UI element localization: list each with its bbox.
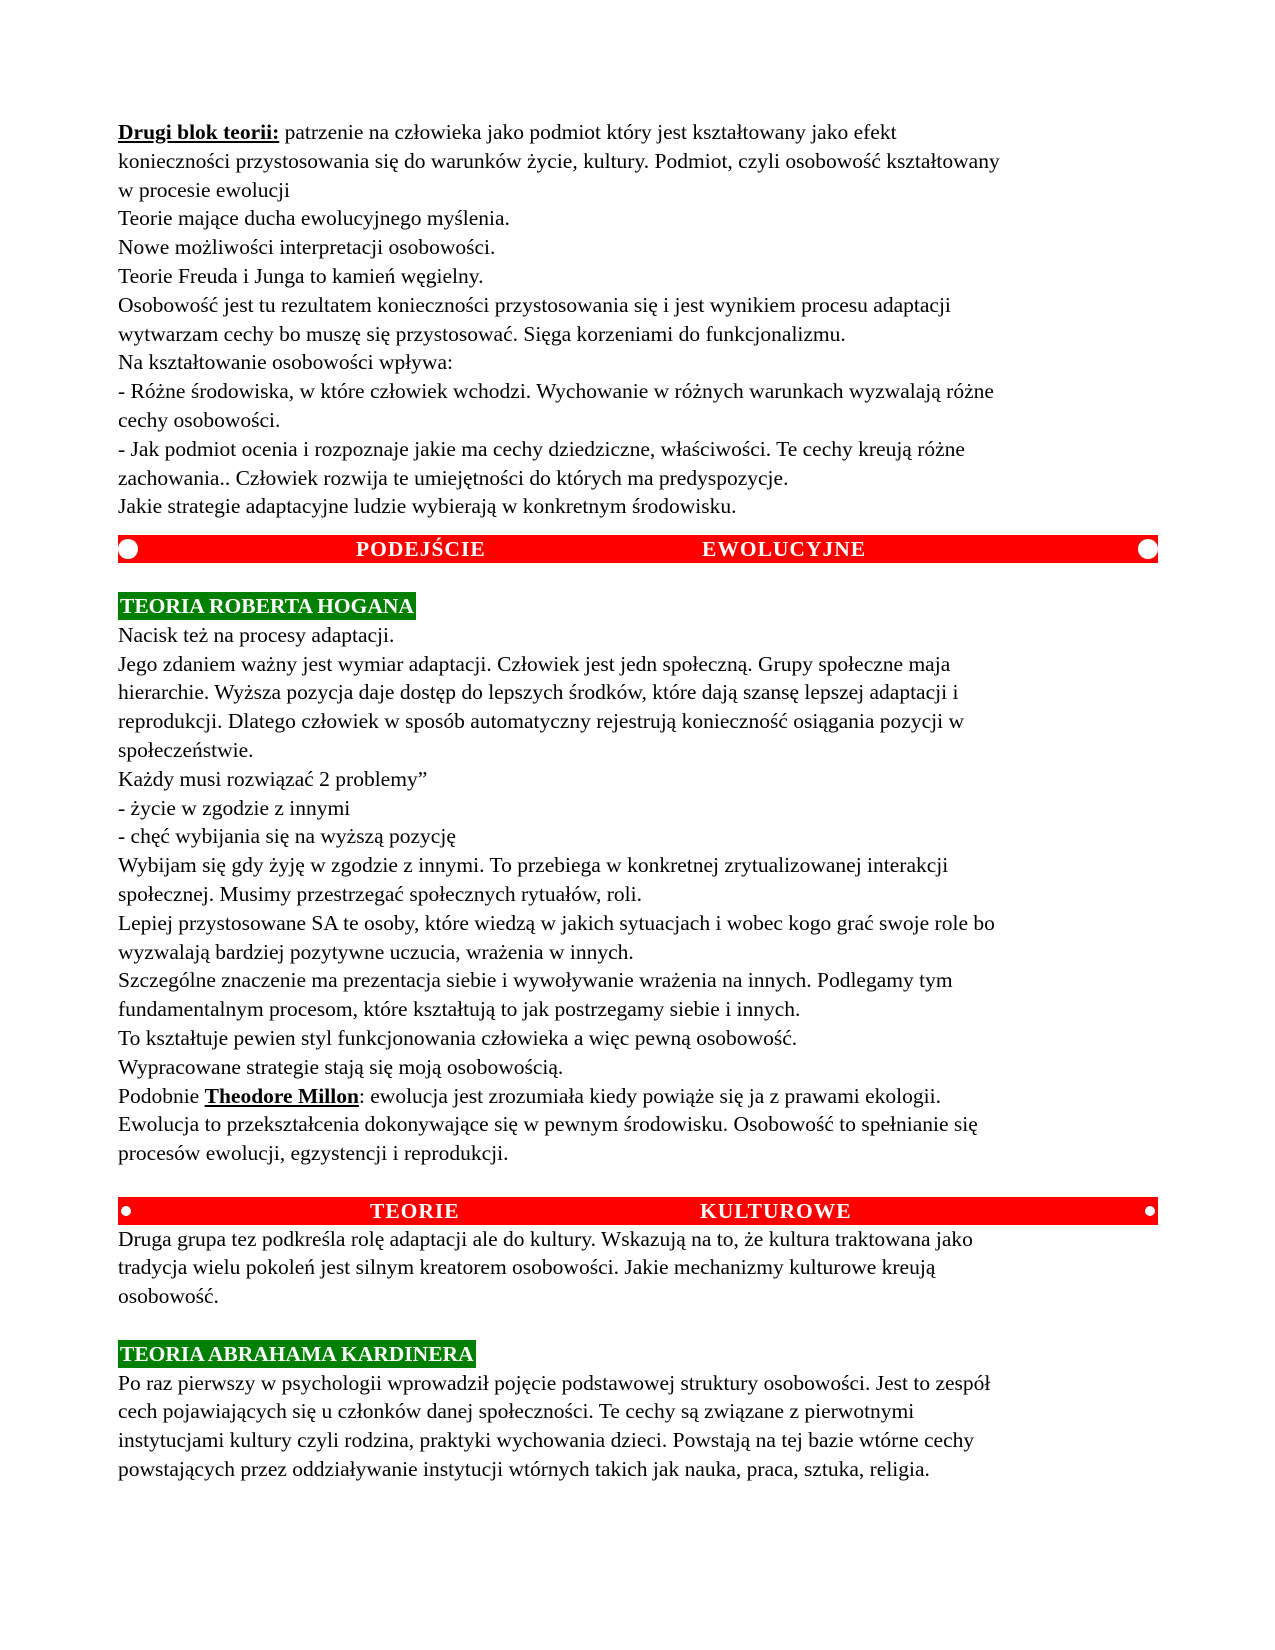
paragraph-line: powstających przez oddziaływanie instytucji wtórnych takich jak nauka, praca, sztuka, religia. [118,1457,930,1482]
banner-word: PODEJŚCIE [356,537,486,562]
paragraph-line: - życie w zgodzie z innymi [118,795,351,820]
paragraph-line: tradycja wielu pokoleń jest silnym kreatorem osobowości. Jakie mechanizmy kulturowe kreują [118,1255,936,1280]
paragraph-line: społecznej. Musimy przestrzegać społecznych rytuałów, roli. [118,881,642,906]
banner-word: TEORIE [370,1198,460,1223]
paragraph-line: Wybijam się gdy żyję w zgodzie z innymi. To przebiega w konkretnej zrytualizowanej interakcji [118,853,949,878]
bullet-dot-icon [121,1206,131,1216]
section-banner-ewolucyjne [118,535,1158,563]
bullet-dot-icon [1145,1206,1155,1216]
paragraph-text: patrzenie na człowieka jako podmiot który jest kształtowany jako efekt [279,120,897,144]
paragraph-text: Podobnie [118,1083,205,1108]
paragraph-line: - chęć wybijania się na wyższą pozycję [118,824,456,849]
paragraph-line: Osobowość jest tu rezultatem konieczności przystosowania się i jest wynikiem procesu adaptacji [118,292,951,317]
paragraph-line: Druga grupa tez podkreśla rolę adaptacji ale do kultury. Wskazują na to, że kultura traktowana jako [118,1226,973,1251]
paragraph-text: : ewolucja jest zrozumiała kiedy powiąże się ja z prawami ekologii. [358,1083,941,1108]
paragraph-line: hierarchie. Wyższa pozycja daje dostęp do lepszych środków, które dają szansę lepszej adaptacji i [118,680,959,705]
section-heading-kardiner: TEORIA ABRAHAMA KARDINERA [120,1341,474,1366]
paragraph-line: Na kształtowanie osobowości wpływa: [118,350,453,375]
paragraph-line: - Jak podmiot ocenia i rozpoznaje jakie ma cechy dziedziczne, właściwości. Te cechy kreują różne [118,436,965,461]
paragraph-line: społeczeństwie. [118,737,254,762]
paragraph-line: wyzwalają bardziej pozytywne uczucia, wrażenia w innych. [118,939,634,964]
section-heading-hogan: TEORIA ROBERTA HOGANA [120,593,414,618]
paragraph-line: Jakie strategie adaptacyjne ludzie wybierają w konkretnym środowisku. [118,494,737,519]
paragraph-line: konieczności przystosowania się do warunków życie, kultury. Podmiot, czyli osobowość kształtowany [118,148,1000,173]
bullet-dot-icon [118,539,138,559]
drugi-blok-label: Drugi blok teorii: [118,120,280,144]
section-banner-kulturowe [118,1197,1158,1225]
paragraph-line: Lepiej przystosowane SA te osoby, które wiedzą w jakich sytuacjach i wobec kogo grać swoje role bo [118,910,995,935]
banner-word: KULTUROWE [700,1198,852,1223]
paragraph-line: procesów ewolucji, egzystencji i reprodukcji. [118,1141,509,1166]
paragraph-line: cechy osobowości. [118,407,281,432]
millon-name: Theodore Millon [204,1083,359,1108]
paragraph-line: Jego zdaniem ważny jest wymiar adaptacji. Człowiek jest jedn społeczną. Grupy społeczne maja [118,651,951,676]
paragraph-line: Teorie Freuda i Junga to kamień węgielny. [118,263,484,288]
paragraph-line: Wypracowane strategie stają się moją osobowością. [118,1054,564,1079]
paragraph-line: reprodukcji. Dlatego człowiek w sposób automatyczny rejestrują konieczność osiągania pozycji w [118,709,964,734]
paragraph-line: fundamentalnym procesom, które kształtują to jak postrzegamy siebie i innych. [118,997,801,1022]
paragraph-line: Nacisk też na procesy adaptacji. [118,622,395,647]
paragraph-line: osobowość. [118,1284,219,1309]
bullet-dot-icon [1138,539,1158,559]
section-heading-line [118,1340,1158,1369]
paragraph-line: Szczególne znaczenie ma prezentacja siebie i wywoływanie wrażenia na innych. Podlegamy tym [118,968,953,993]
banner-word: EWOLUCYJNE [702,537,867,562]
paragraph-line: w procesie ewolucji [118,177,290,202]
paragraph-line: Nowe możliwości interpretacji osobowości. [118,235,496,260]
paragraph-line: Teorie mające ducha ewolucyjnego myślenia. [118,206,510,231]
paragraph-line: Po raz pierwszy w psychologii wprowadził pojęcie podstawowej struktury osobowości. Jest to zespół [118,1370,991,1395]
paragraph-line [118,118,1158,147]
paragraph-line: cech pojawiających się u członków danej społeczności. Te cechy są związane z pierwotnymi [118,1399,915,1424]
document-page [118,118,1158,1484]
paragraph-line: - Różne środowiska, w które człowiek wchodzi. Wychowanie w różnych warunkach wyzwalają różne [118,379,994,404]
paragraph-line: Ewolucja to przekształcenia dokonywające się w pewnym środowisku. Osobowość to spełnianie się [118,1112,978,1137]
paragraph-line: zachowania.. Człowiek rozwija te umiejętności do których ma predyspozycje. [118,465,789,490]
section-heading-line [118,592,1158,621]
paragraph-line: To kształtuje pewien styl funkcjonowania człowieka a więc pewną osobowość. [118,1025,798,1050]
paragraph-line [118,1082,1158,1111]
paragraph-line: instytucjami kultury czyli rodzina, praktyki wychowania dzieci. Powstają na tej bazie wtórne cechy [118,1428,975,1453]
paragraph-line: wytwarzam cechy bo muszę się przystosować. Sięga korzeniami do funkcjonalizmu. [118,321,846,346]
paragraph-line: Każdy musi rozwiązać 2 problemy” [118,766,428,791]
